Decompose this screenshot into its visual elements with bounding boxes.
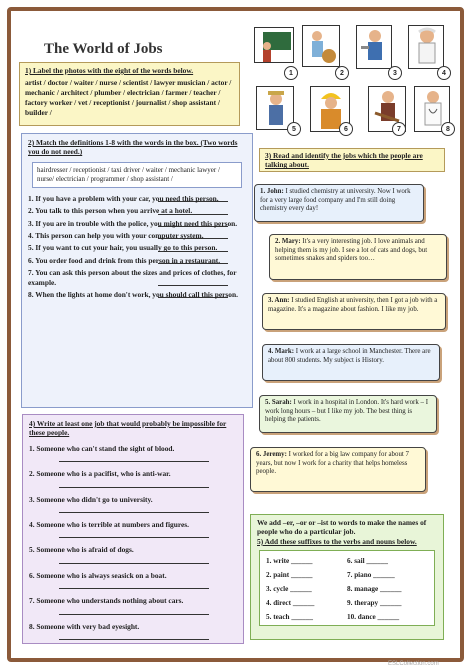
answer-line[interactable] [158,285,228,286]
bubble-speaker: 1. John: [260,188,284,195]
speech-bubble-mary [269,234,447,280]
bubble-text: I work at a large school in Manchester. There are about 800 students. My subject is History. [268,348,431,364]
item-text: 2. You talk to this person when you arrive at a hotel. [28,206,193,216]
section-1-word-bank: artist / doctor / waiter / nurse / scientist / lawyer musician / actor / mechanic / architect / plumber / electrician / farmer / teacher / factory worker / vet / receptionist / journalist / shop assistant / builder / [25,78,232,118]
suffix-item[interactable]: 10. dance ______ [347,613,400,622]
photo-number-2: 2 [335,66,349,80]
section-4-impossible-jobs [22,414,244,644]
list-item [29,571,237,589]
item-text: 5. If you want to cut your hair, you usually go to this person. [28,243,218,253]
answer-line[interactable] [59,512,209,513]
list-item [28,206,246,214]
section-2-word-box: hairdresser / receptionist / taxi driver / waiter / mechanic lawyer / nurse/ electrician / programmer / shop assistant / [32,162,242,188]
suffix-item[interactable]: 5. teach ______ [266,613,313,622]
section-5-heading: 5) Add these suffixes to the verbs and nouns below. [257,536,417,546]
page-title: The World of Jobs [44,41,163,57]
list-item [29,520,237,538]
item-text: 8. Someone with very bad eyesight. [29,621,140,631]
item-text: 3. If you are in trouble with the police, you might need this person. [28,218,238,228]
bubble-text: I studied English at university, then I got a job with a magazine. It's a magazine about fashion. I like my job. [268,297,438,313]
section-4-heading: 4) Write at least one job that would probably be impossible for these people. [29,419,227,438]
suffix-item[interactable]: 7. piano ______ [347,571,395,580]
section-5-suffixes [250,514,444,640]
speech-bubble-ann [262,293,446,330]
item-text: 4. Someone who is terrible at numbers and figures. [29,520,189,530]
section-1-heading: 1) Label the photos with the eight of the words below. [25,66,194,75]
suffix-item[interactable]: 6. sail ______ [347,557,388,566]
list-item [29,495,237,513]
photo-number-5: 5 [287,122,301,136]
bubble-speaker: 3. Ann: [268,297,290,304]
speech-bubble-mark [262,344,440,381]
item-text: 1. Someone who can't stand the sight of blood. [29,443,175,453]
list-item [28,194,246,202]
list-item [29,469,237,487]
photo-number-6: 6 [339,122,353,136]
photo-scientist [408,25,444,69]
photo-number-8: 8 [441,122,455,136]
item-text: 4. This person can help you with your computer system. [28,231,204,241]
list-item [28,268,246,286]
item-text: 6. Someone who is always seasick on a boat. [29,570,167,580]
answer-line[interactable] [59,639,209,640]
speech-bubble-sarah [259,395,437,433]
photo-number-3: 3 [388,66,402,80]
item-text: 1. If you have a problem with your car, you need this person. [28,193,219,203]
answer-line[interactable] [59,461,209,462]
item-text: 8. When the lights at home don't work, you should call this person. [28,290,238,300]
section-1-label-photos [19,62,240,126]
section-2-match-definitions [21,133,253,408]
section-5-intro: We add –er, –or or –ist to words to make the names of people who do a particular job. [257,518,427,537]
bubble-speaker: 2. Mary: [275,238,301,245]
suffix-item[interactable]: 9. therapy ______ [347,599,402,608]
bubble-text: It's a very interesting job. I love animals and helping them is my job. I see a lot of cats and dogs, but sometimes snakes and spiders too… [275,238,428,263]
section-3-heading-box [259,148,445,172]
bubble-text: I worked for a big law company for about 7 years, but now I work for a charity that helps homeless people. [256,451,409,476]
bubble-text: I work in a hospital in London. It's hard work – I work long hours – but I like my job. The best thing is helping the patients. [265,399,428,424]
answer-line[interactable] [59,537,209,538]
list-item [29,596,237,614]
item-text: 7. Someone who understands nothing about cars. [29,596,184,606]
section-5-right-column [347,554,428,622]
list-item [29,545,237,563]
photo-number-1: 1 [284,66,298,80]
photo-mechanic [356,25,392,69]
item-text: 2. Someone who is a pacifist, who is anti-war. [29,469,171,479]
item-text: 5. Someone who is afraid of dogs. [29,545,134,555]
answer-line[interactable] [59,614,209,615]
list-item [29,622,237,640]
section-5-exercise-box [259,550,435,626]
suffix-item[interactable]: 4. direct ______ [266,599,315,608]
item-text: 7. You can ask this person about the sizes and prices of clothes, for example. [28,268,237,287]
bubble-speaker: 4. Mark: [268,348,295,355]
section-2-heading: 2) Match the definitions 1-8 with the words in the box. (Two words you do not need.) [28,138,238,157]
list-item [28,290,246,298]
bubble-speaker: 6. Jeremy: [256,451,287,458]
bubble-speaker: 5. Sarah: [265,399,292,406]
list-item [28,219,246,227]
photo-number-7: 7 [392,122,406,136]
section-4-items [29,444,237,640]
speech-bubble-john [254,184,424,222]
section-5-left-column [266,554,344,622]
suffix-item[interactable]: 8. manage ______ [347,585,402,594]
suffix-item[interactable]: 1. write ______ [266,557,313,566]
bubble-text: I studied chemistry at university. Now I work for a very large food company and I'm still doing chemistry every day! [260,188,411,213]
photo-vet [302,25,340,67]
section-2-items [28,194,246,299]
list-item [28,256,246,264]
suffix-item[interactable]: 3. cycle ______ [266,585,312,594]
list-item [28,243,246,251]
photo-teacher [254,27,294,63]
suffix-item[interactable]: 2. paint ______ [266,571,313,580]
item-text: 6. You order food and drink from this person in a restaurant. [28,255,221,265]
photo-number-4: 4 [437,66,451,80]
list-item [28,231,246,239]
item-text: 3. Someone who didn't go to university. [29,494,153,504]
list-item [29,444,237,462]
answer-line[interactable] [59,563,209,564]
answer-line[interactable] [59,588,209,589]
speech-bubble-jeremy [250,447,426,492]
answer-line[interactable] [59,487,209,488]
watermark: ESLCollection.com [388,661,439,667]
section-3-heading: 3) Read and identify the jobs which the people are talking about. [265,151,423,170]
